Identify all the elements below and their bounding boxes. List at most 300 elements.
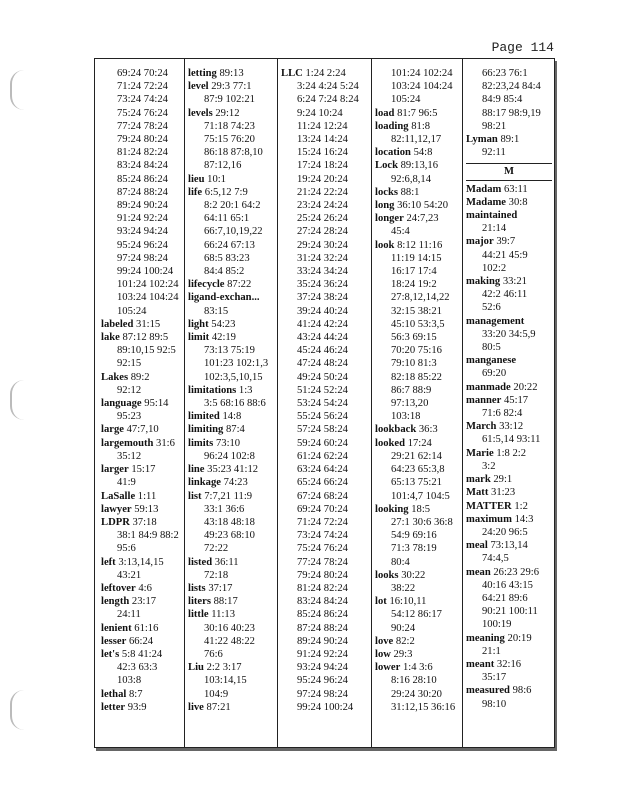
index-entry bbox=[466, 107, 552, 120]
page-line-reference: 8:16 28:10 bbox=[391, 675, 437, 687]
page-line-reference: 32:15 38:21 bbox=[391, 305, 442, 317]
index-term: little bbox=[188, 609, 209, 621]
index-entry bbox=[375, 503, 460, 569]
page-line-reference: 19:24 20:24 bbox=[297, 173, 348, 185]
index-entry bbox=[375, 239, 460, 424]
index-entry bbox=[188, 556, 274, 582]
index-term: manner bbox=[466, 394, 502, 406]
page-line-reference: 31:23 bbox=[491, 487, 516, 499]
page-line-reference: 9:24 10:24 bbox=[297, 107, 343, 119]
index-column-1 bbox=[101, 67, 181, 714]
index-entry bbox=[101, 397, 181, 423]
column-divider bbox=[184, 59, 185, 747]
page-line-reference: 95:24 96:24 bbox=[297, 675, 348, 687]
page-line-reference: 65:13 75:21 bbox=[391, 477, 442, 489]
page-line-reference: 74:23 bbox=[223, 477, 248, 489]
page-line-reference: 7:7,21 11:9 bbox=[204, 490, 253, 502]
page-line-reference: 87:12 89:5 bbox=[122, 332, 169, 344]
index-term: manmade bbox=[466, 381, 511, 393]
index-entry bbox=[466, 80, 552, 93]
index-entry bbox=[101, 595, 181, 621]
index-term: length bbox=[101, 596, 130, 608]
page-line-reference: 45:10 53:3,5 bbox=[391, 318, 445, 330]
page-line-reference: 68:5 83:23 bbox=[204, 252, 250, 264]
page-line-reference: 31:12,15 36:16 bbox=[391, 701, 456, 713]
page-line-reference: 39:7 bbox=[496, 236, 516, 248]
page-line-reference: 90:21 100:11 bbox=[482, 606, 538, 618]
page-line-reference: 2:2 3:17 bbox=[206, 662, 242, 674]
page-line-reference: 63:11 bbox=[503, 183, 528, 195]
index-entry bbox=[466, 539, 552, 565]
page-line-reference: 73:13 75:19 bbox=[204, 345, 255, 357]
index-entry bbox=[188, 278, 274, 291]
page-line-reference: 30:16 40:23 bbox=[204, 622, 255, 634]
page-line-reference: 83:24 84:24 bbox=[297, 596, 348, 608]
page-line-reference: 86:7 88:9 bbox=[391, 384, 432, 396]
index-term: linkage bbox=[188, 477, 221, 489]
index-entry bbox=[466, 420, 552, 446]
index-term: LLC bbox=[281, 68, 303, 79]
page-line-reference: 1:3 bbox=[238, 384, 253, 396]
index-term: LDPR bbox=[101, 516, 130, 528]
index-term: lower bbox=[375, 662, 401, 674]
index-term: lieu bbox=[188, 173, 205, 185]
page-line-reference: 88:17 98:9,19 bbox=[482, 107, 541, 119]
page-line-reference: 4:6 bbox=[138, 582, 152, 594]
page-line-reference: 35:12 bbox=[117, 450, 142, 462]
page-line-reference: 93:24 94:24 bbox=[297, 662, 348, 674]
page-line-reference: 89:13 bbox=[219, 68, 244, 79]
page-line-reference: 77:24 78:24 bbox=[297, 556, 348, 568]
page-line-reference: 66:23 76:1 bbox=[482, 68, 528, 79]
index-term: level bbox=[188, 81, 209, 93]
index-term: making bbox=[466, 276, 501, 288]
page-line-reference: 87:21 bbox=[206, 701, 231, 713]
page-line-reference: 43:18 48:18 bbox=[204, 516, 255, 528]
index-entry bbox=[375, 595, 460, 635]
index-term: limits bbox=[188, 437, 214, 449]
index-term: locks bbox=[375, 186, 398, 198]
index-term: lookback bbox=[375, 424, 417, 436]
page-line-reference: 97:24 98:24 bbox=[297, 688, 348, 700]
page-line-reference: 11:19 14:15 bbox=[391, 252, 442, 264]
page-line-reference: 3:24 4:24 5:24 bbox=[297, 81, 359, 93]
index-term: love bbox=[375, 635, 394, 647]
page-line-reference: 29:3 77:1 bbox=[211, 81, 252, 93]
index-entry bbox=[101, 133, 181, 146]
index-entry bbox=[101, 239, 181, 252]
index-entry bbox=[101, 199, 181, 212]
index-entry bbox=[375, 423, 460, 436]
index-entry bbox=[188, 331, 274, 384]
page-line-reference: 87:24 88:24 bbox=[297, 622, 348, 634]
index-entry bbox=[188, 186, 274, 278]
index-term: management bbox=[466, 315, 525, 327]
page-line-reference: 73:10 bbox=[215, 437, 241, 449]
page-line-reference: 80:5 bbox=[482, 342, 501, 354]
page-line-reference: 92:11 bbox=[482, 147, 506, 159]
page-line-reference: 95:23 bbox=[117, 411, 142, 423]
index-entry bbox=[101, 186, 181, 199]
index-term: larger bbox=[101, 464, 129, 476]
index-term: let's bbox=[101, 648, 120, 660]
index-term: ligand-exchan... bbox=[188, 292, 260, 304]
index-term: lawyer bbox=[101, 503, 132, 515]
page-line-reference: 81:24 82:24 bbox=[297, 582, 348, 594]
index-entry bbox=[101, 622, 181, 635]
page-line-reference: 8:7 bbox=[128, 688, 143, 700]
page-line-reference: 54:23 bbox=[211, 318, 236, 330]
index-term: Lock bbox=[375, 160, 398, 172]
page-line-reference: 91:24 92:24 bbox=[117, 213, 168, 225]
page-line-reference: 30:22 bbox=[401, 569, 426, 581]
index-entry bbox=[101, 80, 181, 93]
page-line-reference: 76:6 bbox=[204, 648, 223, 660]
page-line-reference: 75:24 76:24 bbox=[117, 107, 168, 119]
index-entry bbox=[101, 212, 181, 225]
index-column-4 bbox=[375, 67, 460, 714]
page-line-reference: 66:7,10,19,22 bbox=[204, 226, 263, 238]
index-term: letting bbox=[188, 68, 217, 79]
page-line-reference: 87:4 bbox=[225, 424, 245, 436]
index-entry bbox=[101, 107, 181, 120]
index-entry bbox=[375, 80, 460, 93]
index-entry bbox=[375, 146, 460, 159]
index-entry bbox=[188, 384, 274, 410]
index-entry bbox=[466, 473, 552, 486]
page-line-reference: 85:24 86:24 bbox=[297, 609, 348, 621]
page-line-reference: 82:11,12,17 bbox=[391, 134, 442, 146]
index-entry bbox=[101, 159, 181, 172]
index-term: looking bbox=[375, 503, 409, 515]
page-line-reference: 99:24 100:24 bbox=[297, 701, 354, 713]
page-line-reference: 13:24 14:24 bbox=[297, 134, 348, 146]
index-entry bbox=[101, 490, 181, 503]
page-line-reference: 73:24 74:24 bbox=[297, 530, 348, 542]
page-line-reference: 38:1 84:9 88:2 bbox=[117, 530, 179, 542]
index-entry bbox=[101, 146, 181, 159]
page-line-reference: 105:24 bbox=[391, 94, 421, 106]
index-entry bbox=[466, 275, 552, 315]
page-line-reference: 89:24 90:24 bbox=[117, 200, 168, 212]
page-line-reference: 11:24 12:24 bbox=[297, 120, 348, 132]
index-term: LaSalle bbox=[101, 490, 136, 502]
page-line-reference: 54:9 69:16 bbox=[391, 530, 437, 542]
index-term: Lakes bbox=[101, 371, 129, 383]
page-line-reference: 27:24 28:24 bbox=[297, 226, 348, 238]
page-line-reference: 33:21 bbox=[502, 276, 527, 288]
index-term: lifecycle bbox=[188, 279, 225, 291]
page-line-reference: 93:9 bbox=[127, 701, 147, 713]
index-term: language bbox=[101, 398, 142, 410]
page-line-reference: 101:24 102:24 bbox=[117, 279, 179, 291]
index-entry bbox=[466, 183, 552, 196]
page-line-reference: 5:8 41:24 bbox=[121, 648, 163, 660]
index-term: lenient bbox=[101, 622, 132, 634]
page-line-reference: 54:12 86:17 bbox=[391, 609, 442, 621]
index-entry bbox=[375, 661, 460, 714]
page-line-reference: 49:24 50:24 bbox=[297, 371, 348, 383]
index-term: limited bbox=[188, 411, 220, 423]
index-entry bbox=[101, 635, 181, 648]
page-line-reference: 8:12 11:16 bbox=[397, 239, 443, 251]
index-entry bbox=[188, 318, 274, 331]
page-line-reference: 31:6 bbox=[156, 437, 175, 449]
page-line-reference: 21:14 bbox=[482, 223, 507, 235]
page-line-reference: 72:22 bbox=[204, 543, 229, 555]
page-line-reference: 79:10 81:3 bbox=[391, 358, 437, 370]
page-line-reference: 8:2 20:1 64:2 bbox=[204, 200, 261, 212]
index-entry bbox=[375, 437, 460, 503]
page-line-reference: 35:24 36:24 bbox=[297, 279, 348, 291]
index-term: lake bbox=[101, 332, 120, 344]
index-term: list bbox=[188, 490, 202, 502]
index-entry bbox=[101, 278, 181, 291]
page-line-reference: 64:23 65:3,8 bbox=[391, 464, 445, 476]
page-line-reference: 95:6 bbox=[117, 543, 136, 555]
index-term: limiting bbox=[188, 424, 224, 436]
page-line-reference: 52:6 bbox=[482, 302, 501, 314]
page-line-reference: 91:24 92:24 bbox=[297, 648, 348, 660]
page-line-reference: 88:1 bbox=[400, 186, 420, 198]
page-line-reference: 86:18 87:8,10 bbox=[204, 147, 263, 159]
column-divider bbox=[371, 59, 372, 747]
page-line-reference: 95:14 bbox=[144, 398, 169, 410]
index-term: Marie bbox=[466, 447, 494, 459]
page-line-reference: 61:16 bbox=[134, 622, 159, 634]
index-term: Matt bbox=[466, 487, 489, 499]
index-term: liters bbox=[188, 596, 211, 608]
page-line-reference: 59:24 60:24 bbox=[297, 437, 348, 449]
index-entry bbox=[101, 331, 181, 357]
index-entry bbox=[101, 423, 181, 436]
page-line-reference: 101:24 102:24 bbox=[391, 68, 453, 79]
index-term: labeled bbox=[101, 318, 134, 330]
page-line-reference: 88:17 bbox=[213, 596, 238, 608]
index-entry bbox=[188, 490, 274, 556]
index-term: MATTER bbox=[466, 500, 512, 512]
page-line-reference: 101:4,7 104:5 bbox=[391, 490, 450, 502]
page-line-reference: 6:24 7:24 8:24 bbox=[297, 94, 359, 106]
page-line-reference: 87:12,16 bbox=[204, 160, 242, 172]
page-line-reference: 45:4 bbox=[391, 226, 410, 238]
page-line-reference: 1:8 2:2 bbox=[496, 447, 527, 459]
page-line-reference: 98:6 bbox=[512, 685, 532, 697]
page-line-reference: 17:24 18:24 bbox=[297, 160, 348, 172]
section-letter-header: M bbox=[466, 163, 552, 180]
page-line-reference: 26:23 29:6 bbox=[493, 566, 539, 578]
page-line-reference: 73:24 74:24 bbox=[117, 94, 168, 106]
index-term: mark bbox=[466, 474, 491, 486]
page-line-reference: 21:24 22:24 bbox=[297, 186, 348, 198]
index-term: largemouth bbox=[101, 437, 154, 449]
index-entry bbox=[101, 318, 181, 331]
index-term: limit bbox=[188, 332, 210, 344]
index-entry bbox=[375, 107, 460, 120]
page-line-reference: 98:21 bbox=[482, 120, 507, 132]
page-line-reference: 10:1 bbox=[207, 173, 226, 185]
page-line-reference: 59:13 bbox=[134, 503, 159, 515]
page-line-reference: 89:10,15 92:5 bbox=[117, 345, 176, 357]
page-line-reference: 69:20 bbox=[482, 368, 507, 380]
index-entry bbox=[188, 608, 274, 661]
page-line-reference: 25:24 26:24 bbox=[297, 213, 348, 225]
index-entry bbox=[466, 394, 552, 420]
index-entry bbox=[188, 67, 274, 80]
index-column-3 bbox=[281, 67, 369, 714]
page-line-reference: 33:12 bbox=[499, 421, 524, 433]
page-line-reference: 82:18 85:22 bbox=[391, 371, 442, 383]
page-line-reference: 41:22 48:22 bbox=[204, 635, 255, 647]
column-divider bbox=[277, 59, 278, 747]
page-line-reference: 70:20 75:16 bbox=[391, 345, 442, 357]
index-entry bbox=[188, 423, 274, 436]
page-line-reference: 44:21 45:9 bbox=[482, 249, 528, 261]
index-entry bbox=[466, 209, 552, 235]
page-line-reference: 11:13 bbox=[211, 609, 235, 621]
page-line-reference: 41:9 bbox=[117, 477, 136, 489]
index-entry bbox=[101, 305, 181, 318]
index-term: Lyman bbox=[466, 134, 498, 146]
index-entry bbox=[466, 500, 552, 513]
page-line-reference: 15:17 bbox=[131, 464, 156, 476]
index-term: leftover bbox=[101, 582, 136, 594]
index-entry bbox=[188, 291, 274, 317]
index-term: loading bbox=[375, 120, 409, 132]
page-line-reference: 20:22 bbox=[513, 381, 538, 393]
index-term: long bbox=[375, 200, 395, 212]
index-entry bbox=[101, 225, 181, 238]
page-line-reference: 6:5,12 7:9 bbox=[204, 186, 248, 198]
index-term: letter bbox=[101, 701, 126, 713]
index-entry bbox=[101, 291, 181, 304]
index-entry bbox=[466, 235, 552, 275]
page-line-reference: 40:16 43:15 bbox=[482, 579, 533, 591]
index-entry bbox=[466, 120, 552, 133]
index-term: Madame bbox=[466, 196, 507, 208]
index-entry bbox=[101, 371, 181, 397]
page-line-reference: 29:12 bbox=[215, 107, 240, 119]
page-line-reference: 104:9 bbox=[204, 688, 229, 700]
page-line-reference: 103:24 104:24 bbox=[117, 292, 179, 304]
page-line-reference: 83:24 84:24 bbox=[117, 160, 168, 172]
page-line-reference: 80:4 bbox=[391, 556, 410, 568]
page-line-reference: 89:2 bbox=[130, 371, 150, 383]
page-line-reference: 17:24 bbox=[407, 437, 432, 449]
index-term: live bbox=[188, 701, 204, 713]
index-term: lesser bbox=[101, 635, 127, 647]
page-line-reference: 67:24 68:24 bbox=[297, 490, 348, 502]
page-line-reference: 87:9 102:21 bbox=[204, 94, 255, 106]
page-line-reference: 27:1 30:6 36:8 bbox=[391, 516, 453, 528]
page-line-reference: 24:11 bbox=[117, 609, 141, 621]
page-line-reference: 42:2 46:11 bbox=[482, 289, 528, 301]
page-line-reference: 65:24 66:24 bbox=[297, 477, 348, 489]
index-entry bbox=[188, 476, 274, 489]
page-line-reference: 66:24 bbox=[128, 635, 154, 647]
page-line-reference: 84:9 85:4 bbox=[482, 94, 523, 106]
page-line-reference: 87:24 88:24 bbox=[117, 186, 168, 198]
page-line-reference: 37:18 bbox=[132, 516, 157, 528]
page-line-reference: 43:24 44:24 bbox=[297, 332, 348, 344]
index-term: meaning bbox=[466, 632, 505, 644]
index-term: Madam bbox=[466, 183, 502, 195]
index-term: lethal bbox=[101, 688, 127, 700]
page-line-reference: 77:24 78:24 bbox=[117, 120, 168, 132]
page-line-reference: 3:5 68:16 88:6 bbox=[204, 398, 266, 410]
page-line-reference: 57:24 58:24 bbox=[297, 424, 348, 436]
index-entry bbox=[101, 688, 181, 701]
page-line-reference: 69:24 70:24 bbox=[117, 68, 168, 79]
page-line-reference: 75:15 76:20 bbox=[204, 134, 255, 146]
page-line-reference: 53:24 54:24 bbox=[297, 398, 348, 410]
page-line-reference: 93:24 94:24 bbox=[117, 226, 168, 238]
index-term: light bbox=[188, 318, 209, 330]
page-line-reference: 51:24 52:24 bbox=[297, 384, 348, 396]
page-line-reference: 47:24 48:24 bbox=[297, 358, 348, 370]
page-line-reference: 1:11 bbox=[137, 490, 157, 502]
page-line-reference: 36:3 bbox=[418, 424, 438, 436]
index-term: location bbox=[375, 147, 411, 159]
page-line-reference: 64:11 65:1 bbox=[204, 213, 250, 225]
page-line-reference: 16:17 17:4 bbox=[391, 266, 437, 278]
index-entry bbox=[375, 186, 460, 199]
page-line-reference: 39:24 40:24 bbox=[297, 305, 348, 317]
index-entry bbox=[188, 173, 274, 186]
index-entry bbox=[466, 684, 552, 710]
index-entry bbox=[101, 516, 181, 556]
page-line-reference: 72:18 bbox=[204, 569, 229, 581]
index-entry bbox=[188, 463, 274, 476]
page-line-reference: 54:8 bbox=[413, 147, 433, 159]
page-line-reference: 97:24 98:24 bbox=[117, 252, 168, 264]
page-line-reference: 37:24 38:24 bbox=[297, 292, 348, 304]
page-line-reference: 24:20 96:5 bbox=[482, 526, 528, 538]
page-line-reference: 15:24 16:24 bbox=[297, 147, 348, 159]
page-line-reference: 42:19 bbox=[211, 332, 236, 344]
page-line-reference: 18:5 bbox=[411, 503, 431, 515]
index-column-5 bbox=[466, 67, 552, 711]
index-term: limitations bbox=[188, 384, 237, 396]
page-line-reference: 92:6,8,14 bbox=[391, 173, 432, 185]
page-line-reference: 101:23 102:1,3 bbox=[204, 358, 269, 370]
page-line-reference: 37:17 bbox=[208, 582, 233, 594]
index-term: Liu bbox=[188, 662, 204, 674]
index-entry bbox=[188, 595, 274, 608]
page-line-reference: 97:13,20 bbox=[391, 398, 429, 410]
index-entry bbox=[466, 658, 552, 684]
page-line-reference: 96:24 102:8 bbox=[204, 450, 255, 462]
index-entry bbox=[101, 120, 181, 133]
index-entry bbox=[466, 381, 552, 394]
index-term: look bbox=[375, 239, 395, 251]
index-entry bbox=[375, 159, 460, 185]
page-line-reference: 33:1 36:6 bbox=[204, 503, 245, 515]
page-line-reference: 14:3 bbox=[514, 513, 534, 525]
index-entry bbox=[375, 199, 460, 212]
index-entry bbox=[375, 93, 460, 106]
page-line-reference: 1:2 bbox=[514, 500, 528, 512]
page-line-reference: 23:24 24:24 bbox=[297, 200, 348, 212]
index-term: load bbox=[375, 107, 395, 119]
index-term: maximum bbox=[466, 513, 512, 525]
index-term: lot bbox=[375, 596, 387, 608]
page-line-reference: 29:1 bbox=[493, 474, 513, 486]
index-entry bbox=[188, 437, 274, 463]
page-line-reference: 29:3 bbox=[393, 648, 413, 660]
index-entry bbox=[101, 93, 181, 106]
index-entry bbox=[375, 635, 460, 648]
